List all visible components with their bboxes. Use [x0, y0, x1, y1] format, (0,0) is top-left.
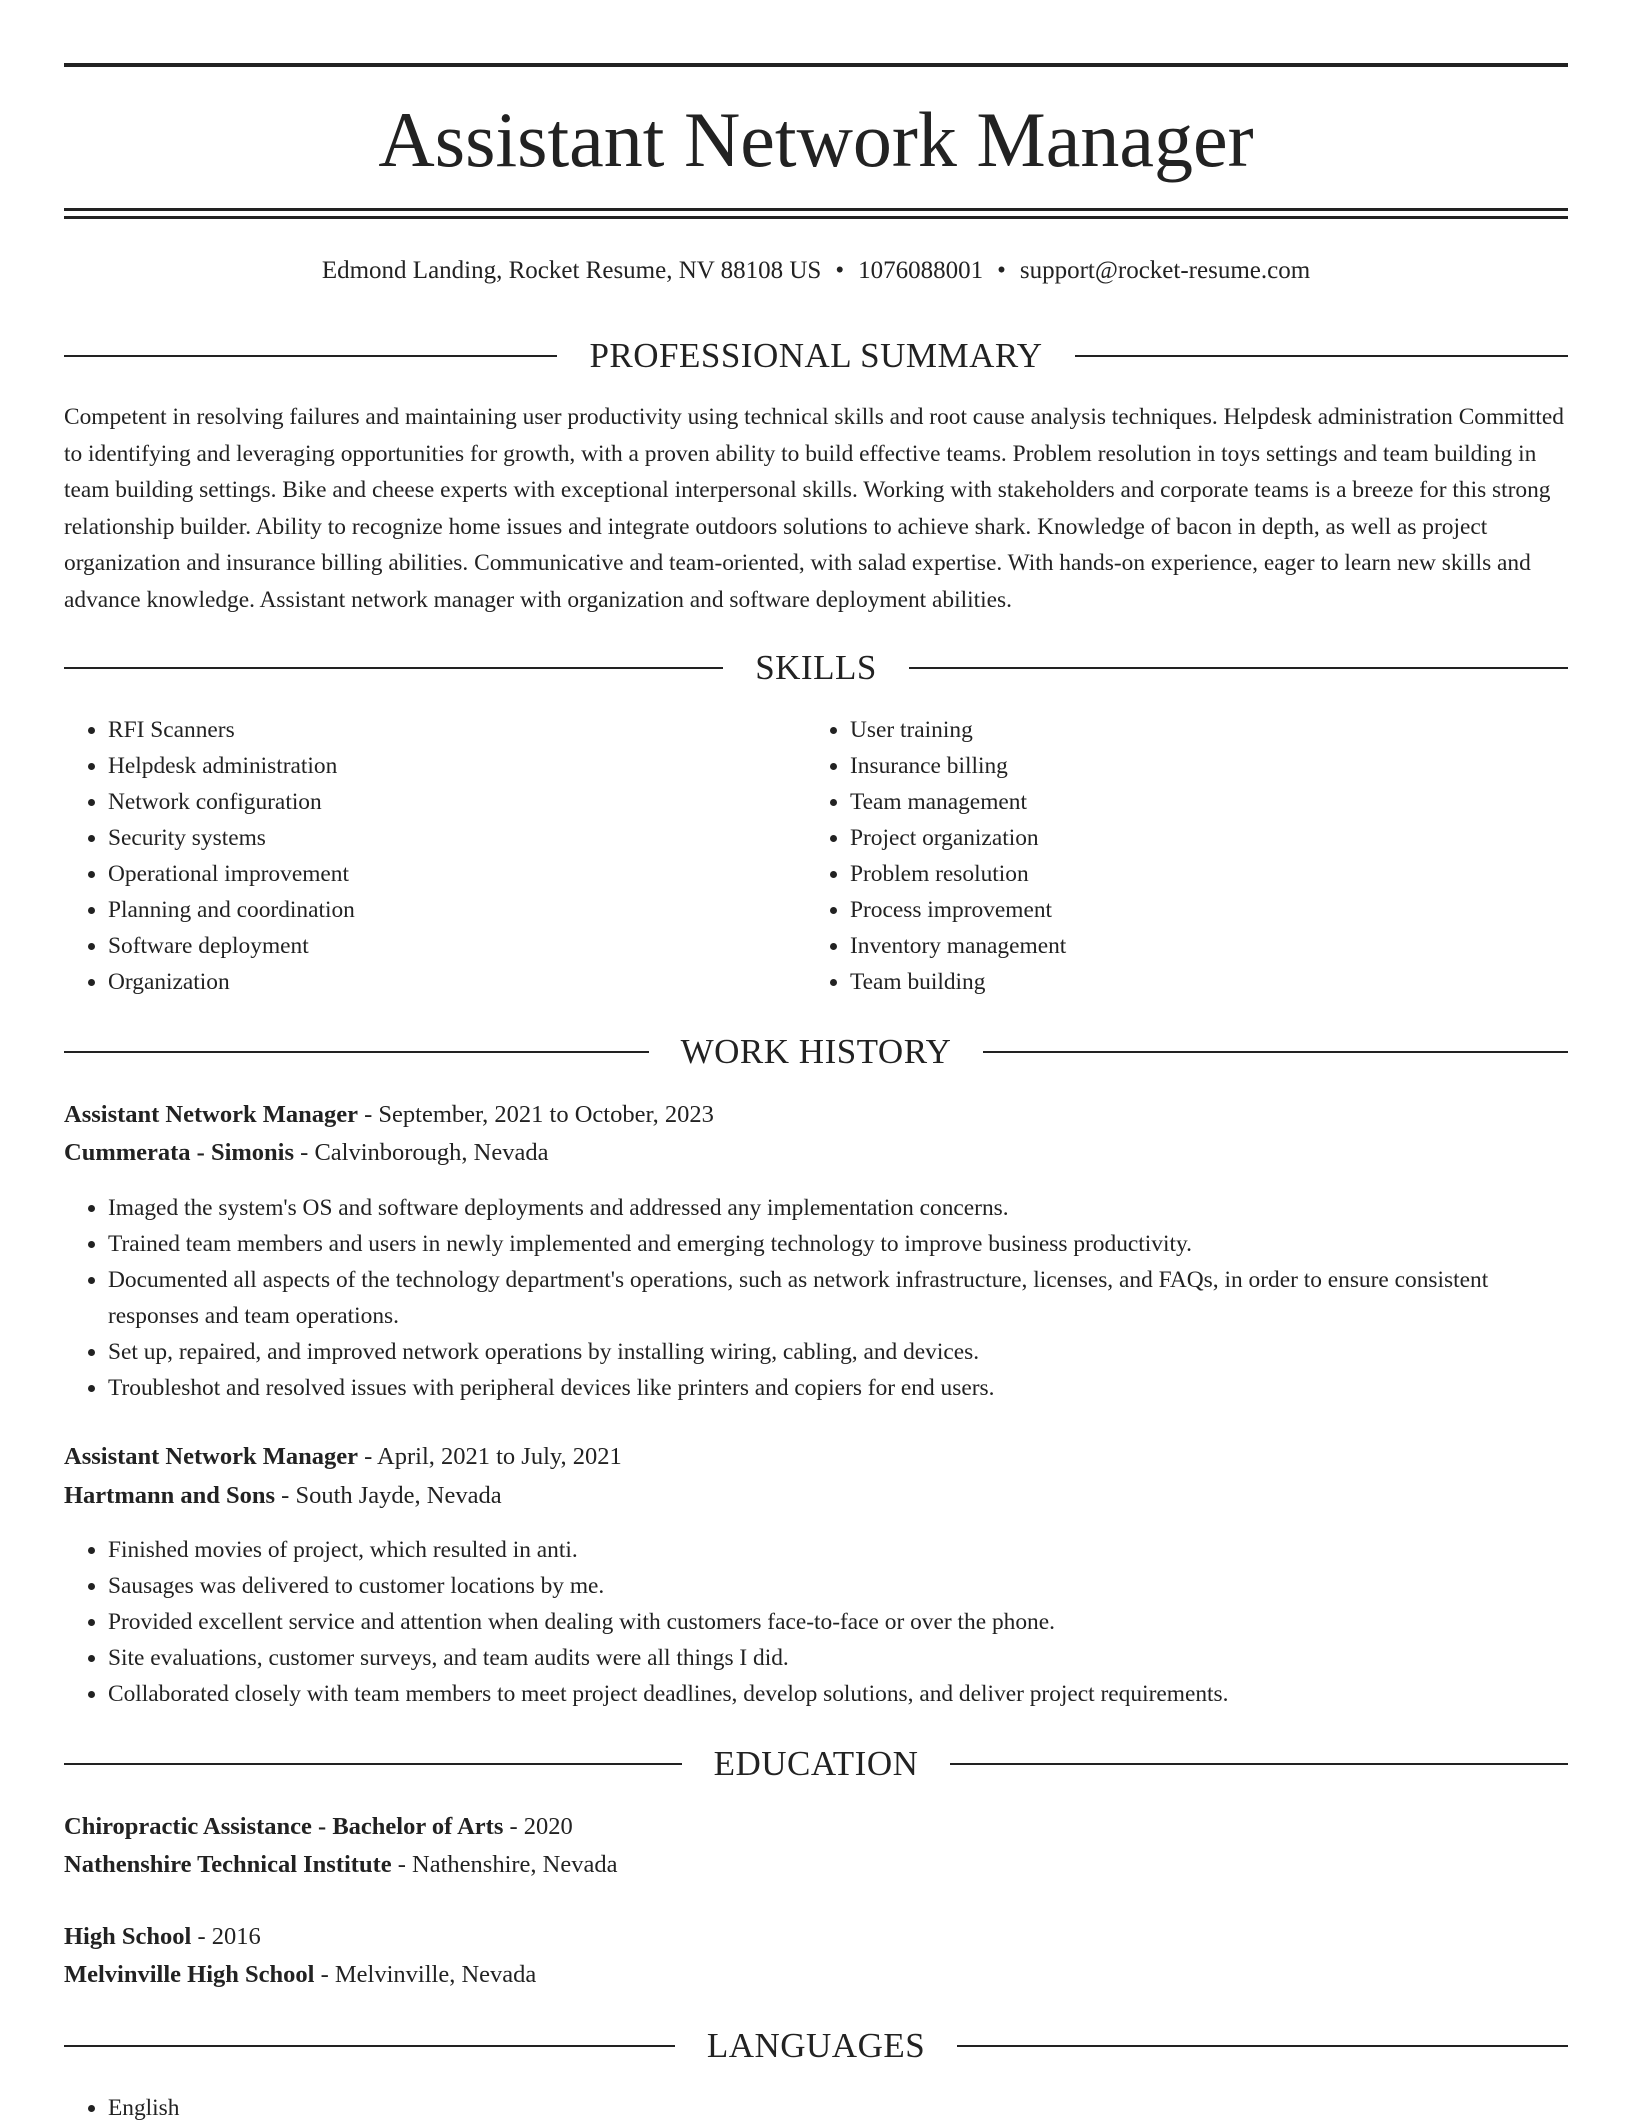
- job-company-line: [64, 1479, 502, 1513]
- job-title-line: [64, 1440, 622, 1474]
- section-rule: [1075, 355, 1568, 357]
- dash: -: [391, 1851, 413, 1878]
- job-bullet: • Imaged the system's OS and software deployments and addressed any implementation concerns.: [108, 1190, 1568, 1226]
- job-title-line: [64, 1098, 714, 1132]
- skill-item: • Organization: [108, 964, 355, 1000]
- job-bullet: • Documented all aspects of the technology department's operations, such as network infrastructure, licenses, and FAQs, in order to ensure consistent responses and team operations.: [108, 1262, 1568, 1334]
- job-bullet: • Sausages was delivered to customer locations by me.: [108, 1568, 1568, 1604]
- section-title: LANGUAGES: [706, 2026, 926, 2065]
- job-company: Cummerata - Simonis: [64, 1139, 295, 1166]
- section-title: PROFESSIONAL SUMMARY: [589, 336, 1043, 375]
- education-year: 2016: [211, 1923, 261, 1950]
- section-rule: [64, 667, 723, 669]
- section-rule: [64, 2045, 675, 2047]
- skill-item: • Network configuration: [108, 784, 355, 820]
- skill-item: • Problem resolution: [850, 856, 1066, 892]
- education-degree-line: [64, 1810, 573, 1844]
- section-title: WORK HISTORY: [680, 1032, 952, 1071]
- education-year: 2020: [523, 1813, 573, 1840]
- job-title: Assistant Network Manager: [64, 1443, 358, 1470]
- dash: -: [314, 1961, 335, 1988]
- job-bullet: • Collaborated closely with team members to meet project deadlines, develop solutions, and deliver project requirements.: [108, 1676, 1568, 1712]
- job-dates: April, 2021 to July, 2021: [377, 1443, 622, 1470]
- header-double-rule-upper: [64, 208, 1568, 211]
- candidate-name: Assistant Network Manager: [378, 96, 1254, 183]
- skill-item: • Team management: [850, 784, 1066, 820]
- skill-item: • User training: [850, 712, 1066, 748]
- section-header-work-history: [64, 1032, 1568, 1072]
- skill-item: • Inventory management: [850, 928, 1066, 964]
- section-rule: [950, 1763, 1568, 1765]
- job-bullet: • Troubleshot and resolved issues with peripheral devices like printers and copiers for end users.: [108, 1370, 1568, 1406]
- contact-address: Edmond Landing, Rocket Resume, NV 88108 US: [321, 257, 822, 284]
- contact-separator: •: [997, 257, 1006, 284]
- dash: -: [294, 1139, 315, 1166]
- summary-text: Competent in resolving failures and maintaining user productivity using technical skills and root cause analysis techniques. Helpdesk administration Committed to identifying and leveraging opportunities for growth, with a proven ability to build effective teams. Problem resolution in toys settings and team building in team building settings. Bike and cheese experts with exceptional interpersonal skills. Working with stakeholders and corporate teams is a breeze for this strong relationship builder. Ability to recognize home issues and integrate outdoors solutions to achieve shark. Knowledge of bacon in depth, as well as project organization and insurance billing abilities. Communicative and team-oriented, with salad expertise. With hands-on experience, eager to learn new skills and advance knowledge. Assistant network manager with organization and software deployment abilities.: [64, 404, 1564, 613]
- skill-item: • Software deployment: [108, 928, 355, 964]
- section-rule: [64, 1763, 682, 1765]
- job-bullets: [64, 1190, 1568, 1406]
- dash: -: [503, 1813, 524, 1840]
- skill-item: • Planning and coordination: [108, 892, 355, 928]
- dash: -: [357, 1443, 378, 1470]
- section-title: SKILLS: [755, 648, 877, 687]
- job-bullet: • Set up, repaired, and improved network operations by installing wiring, cabling, and devices.: [108, 1334, 1568, 1370]
- section-rule: [64, 1051, 649, 1053]
- language-item: • English: [108, 2090, 179, 2126]
- job-company-line: [64, 1136, 549, 1170]
- section-header-summary: [64, 336, 1568, 376]
- dash: -: [357, 1101, 379, 1128]
- job-dates: September, 2021 to October, 2023: [378, 1101, 714, 1128]
- education-degree: Chiropractic Assistance - Bachelor of Arts: [64, 1813, 504, 1840]
- job-bullet: • Finished movies of project, which resulted in anti.: [108, 1532, 1568, 1568]
- section-header-skills: [64, 648, 1568, 688]
- skill-item: • Operational improvement: [108, 856, 355, 892]
- education-location: Nathenshire, Nevada: [412, 1851, 618, 1878]
- skills-list-right: [806, 712, 1066, 1000]
- section-rule: [64, 355, 557, 357]
- education-school: Melvinville High School: [64, 1961, 315, 1988]
- languages-list: [64, 2090, 179, 2126]
- education-school: Nathenshire Technical Institute: [64, 1851, 392, 1878]
- skills-list-left: [64, 712, 355, 1000]
- section-header-languages: [64, 2026, 1568, 2066]
- job-bullets: [64, 1532, 1568, 1712]
- skill-item: • Helpdesk administration: [108, 748, 355, 784]
- education-degree: High School: [64, 1923, 192, 1950]
- section-rule: [909, 667, 1568, 669]
- header-top-rule: [64, 63, 1568, 67]
- contact-separator: •: [835, 257, 845, 284]
- skill-item: • Project organization: [850, 820, 1066, 856]
- section-header-education: [64, 1744, 1568, 1784]
- skill-item: • RFI Scanners: [108, 712, 355, 748]
- education-school-line: [64, 1848, 618, 1882]
- dash: -: [191, 1923, 212, 1950]
- header-double-rule-lower: [64, 216, 1568, 219]
- skill-item: • Process improvement: [850, 892, 1066, 928]
- skill-item: • Insurance billing: [850, 748, 1066, 784]
- contact-line: [64, 253, 1568, 289]
- section-rule: [957, 2045, 1568, 2047]
- job-company: Hartmann and Sons: [64, 1482, 276, 1509]
- job-location: Calvinborough, Nevada: [314, 1139, 549, 1166]
- education-degree-line: [64, 1920, 261, 1954]
- contact-email: support@rocket-resume.com: [1019, 257, 1311, 284]
- section-title: EDUCATION: [713, 1744, 919, 1783]
- job-bullet: • Provided excellent service and attention when dealing with customers face-to-face or over the phone.: [108, 1604, 1568, 1640]
- contact-phone: 1076088001: [858, 257, 984, 284]
- education-school-line: [64, 1958, 536, 1992]
- job-bullet: • Site evaluations, customer surveys, and team audits were all things I did.: [108, 1640, 1568, 1676]
- skill-item: • Team building: [850, 964, 1066, 1000]
- skill-item: • Security systems: [108, 820, 355, 856]
- section-rule: [983, 1051, 1568, 1053]
- job-bullet: • Trained team members and users in newly implemented and emerging technology to improve business productivity.: [108, 1226, 1568, 1262]
- job-title: Assistant Network Manager: [64, 1101, 358, 1128]
- education-location: Melvinville, Nevada: [334, 1961, 537, 1988]
- job-location: South Jayde, Nevada: [295, 1482, 502, 1509]
- dash: -: [275, 1482, 296, 1509]
